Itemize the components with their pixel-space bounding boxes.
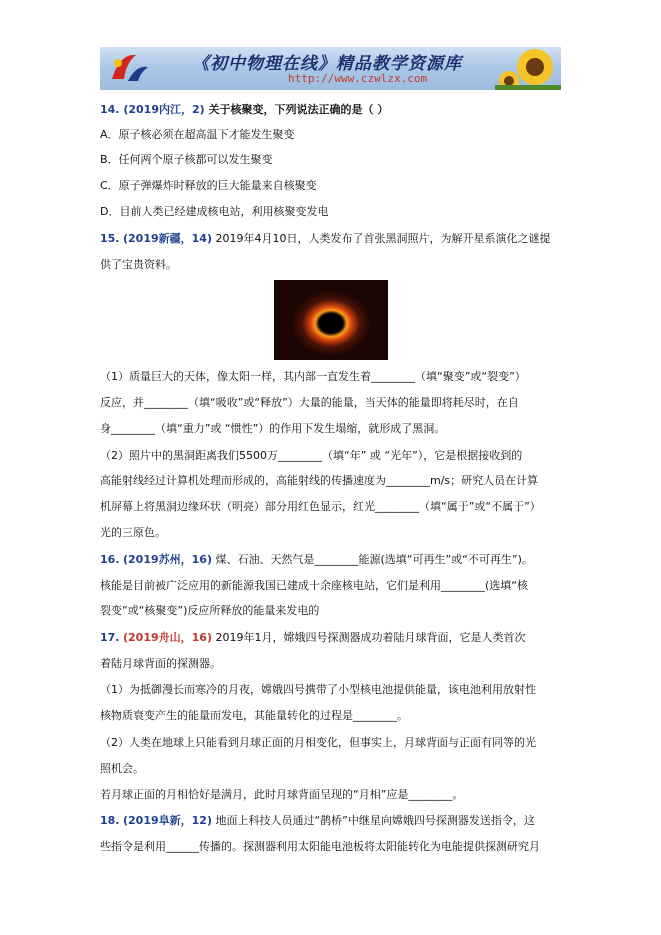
q14-option-d: D．目前人类已经建成核电站，利用核聚变发电 [100, 205, 329, 218]
q16-stem [100, 553, 533, 567]
banner-url[interactable]: http://www.czwlzx.com [288, 72, 428, 85]
q17-part2-line1: （2）人类在地球上只能看到月球正面的月相变化，但事实上，月球背面与正面有同等的光 [100, 736, 536, 749]
q14-source: (2019内江，2) [123, 103, 205, 116]
q16-line3: 裂变”或“核聚变”)反应所释放的能量来发电的 [100, 604, 320, 617]
black-hole-photo [274, 280, 388, 360]
q17-stem-cont: 着陆月球背面的探测器。 [100, 657, 221, 670]
q17-text: 2019年1月，嫦娥四号探测器成功着陆月球背面，它是人类首次 [215, 631, 526, 644]
q15-stem [100, 232, 550, 246]
q17-part2-line2: 照机会。 [100, 762, 144, 775]
q15-number: 15. [100, 232, 120, 245]
q18-number: 18. [100, 814, 120, 827]
q17-part1-line2: 核物质衰变产生的能量而发电，其能量转化的过程是________。 [100, 709, 408, 722]
q14-option-b: B．任何两个原子核都可以发生聚变 [100, 153, 273, 166]
q15-part1-line2: 反应，并________（填“吸收”或“释放”）大量的能量，当天体的能量即将耗尽时，在自 [100, 396, 519, 409]
q15-source: (2019新疆，14) [123, 232, 212, 245]
q15-stem-cont: 供了宝贵资料。 [100, 258, 177, 271]
q18-stem [100, 814, 535, 828]
q16-line2: 核能是目前被广泛应用的新能源我国已建成十余座核电站，它们是利用________(选填“核 [100, 579, 528, 592]
q14-text: 关于核聚变，下列说法正确的是（ ） [208, 103, 389, 116]
q16-text: 煤、石油、天然气是________能源(选填“可再生”或“不可再生”)。 [215, 553, 533, 566]
q15-text: 2019年4月10日，人类发布了首张黑洞照片，为解开星系演化之谜提 [215, 232, 551, 245]
q18-line2: 些指令是利用______传播的。探测器利用太阳能电池板将太阳能转化为电能提供探测研究月 [100, 840, 540, 853]
q15-part1-line3: 身________（填“重力”或 “惯性”）的作用下发生塌缩，就形成了黑洞。 [100, 422, 446, 435]
q14-option-a: A．原子核必须在超高温下才能发生聚变 [100, 128, 295, 141]
header-banner [100, 47, 561, 90]
q14-stem [100, 103, 388, 117]
q18-source: (2019阜新，12) [123, 814, 212, 827]
q17-number: 17. [100, 631, 120, 644]
q15-part2-line1: （2）照片中的黑洞距离我们5500万________（填“年” 或 “光年”），它是根据接收到的 [100, 449, 523, 462]
banner-title: 《初中物理在线》精品教学资源库 [192, 54, 462, 74]
q15-part1-line1: （1）质量巨大的天体，像太阳一样，其内部一直发生着________（填“聚变”或“裂变”） [100, 370, 526, 383]
q17-part1-line1: （1）为抵御漫长而寒冷的月夜，嫦娥四号携带了小型核电池提供能量，该电池利用放射性 [100, 683, 536, 696]
q15-part2-line3: 机屏幕上将黑洞边缘环状（明亮）部分用红色显示，红光________（填“属于”或“不属于”） [100, 500, 541, 513]
q14-number: 14. [100, 103, 120, 116]
q16-number: 16. [100, 553, 120, 566]
q14-option-c: C．原子弹爆炸时释放的巨大能量来自核聚变 [100, 179, 317, 192]
q16-source: (2019苏州，16) [123, 553, 212, 566]
sunflower-icon [495, 47, 561, 90]
q18-text: 地面上科技人员通过“鹊桥”中继星向嫦娥四号探测器发送指令，这 [215, 814, 535, 827]
q17-stem [100, 631, 525, 645]
q17-source: (2019舟山，16) [123, 631, 212, 644]
logo-icon [106, 49, 152, 87]
q15-part2-line2: 高能射线经过计算机处理而形成的，高能射线的传播速度为________m/s；研究人员在计算 [100, 474, 539, 487]
q17-tail: 若月球正面的月相恰好是满月，此时月球背面呈现的“月相”应是________。 [100, 788, 464, 801]
q15-part2-line4: 光的三原色。 [100, 526, 166, 539]
